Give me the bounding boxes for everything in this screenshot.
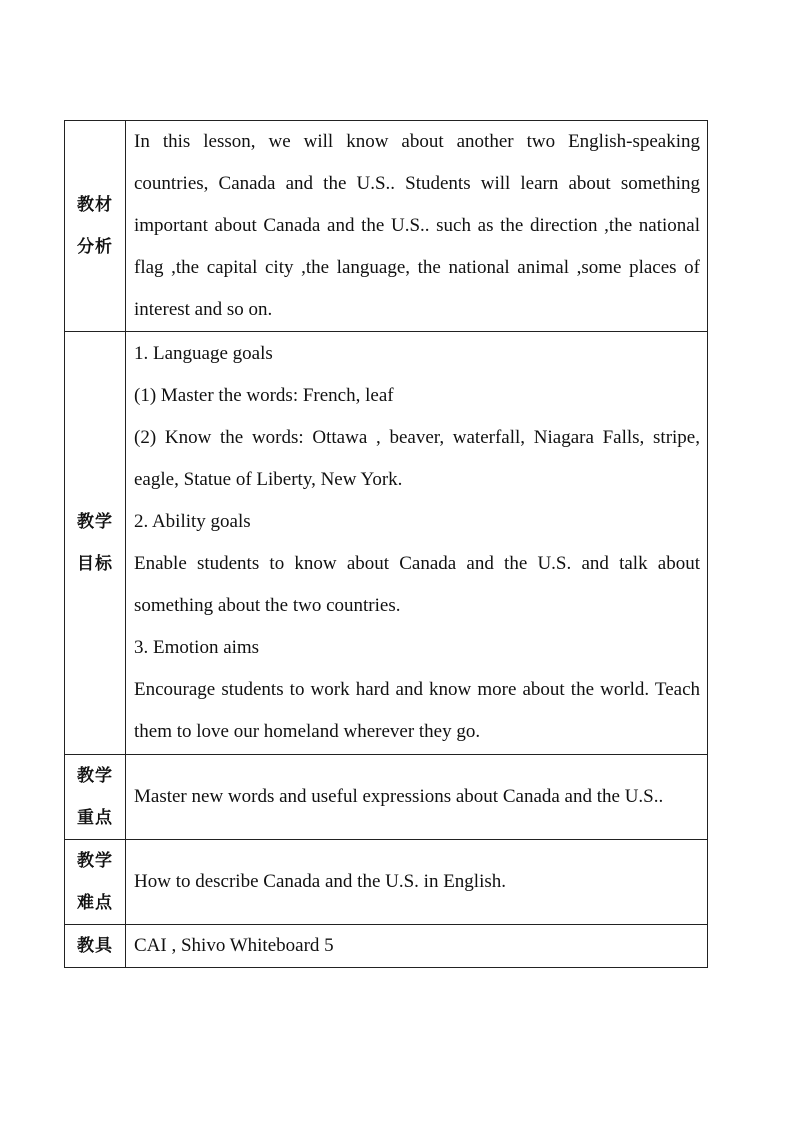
row-label-line: 教材: [77, 195, 113, 215]
goal-item: Encourage students to work hard and know more about the world. Teach them to love our homeland wherever they go.: [134, 679, 700, 742]
table-row-difficult-points: [65, 840, 708, 925]
table-row-material-analysis: [65, 121, 708, 332]
goal-item: (2) Know the words: Ottawa , beaver, waterfall, Niagara Falls, stripe, eagle, Statue of Liberty, New York.: [134, 427, 700, 490]
row-label-line: 重点: [77, 808, 113, 828]
goal-item: Enable students to know about Canada and the U.S. and talk about something about the two countries.: [134, 553, 700, 616]
goal-heading: 2. Ability goals: [134, 511, 251, 532]
row-label-key-points: [65, 755, 126, 840]
row-content-teaching-goals: [126, 332, 708, 755]
row-content-difficult-points: [126, 840, 708, 925]
row-label-line: 分析: [77, 237, 113, 257]
row-label-teaching-aids: [65, 925, 126, 968]
row-label-difficult-points: [65, 840, 126, 925]
row-label-line: 教学: [77, 766, 113, 786]
row-content-teaching-aids: [126, 925, 708, 968]
table-row-teaching-aids: [65, 925, 708, 968]
goal-heading: 3. Emotion aims: [134, 637, 260, 658]
row-label-line: 目标: [77, 554, 113, 574]
paragraph: In this lesson, we will know about another two English-speaking countries, Canada and the U.S.. Students will learn about something important about Canada and the U.S.. such as the direction ,the national flag ,the capital city ,the language, the national animal ,some places of interest and so on.: [134, 131, 700, 320]
table-row-key-points: [65, 755, 708, 840]
lesson-plan-table: [64, 120, 708, 968]
row-content-material-analysis: [126, 121, 708, 332]
paragraph: Master new words and useful expressions about Canada and the U.S..: [134, 786, 664, 807]
goal-heading: 1. Language goals: [134, 343, 273, 364]
goal-item: (1) Master the words: French, leaf: [134, 385, 394, 406]
table-row-teaching-goals: [65, 332, 708, 755]
paragraph: CAI , Shivo Whiteboard 5: [134, 935, 334, 956]
row-content-key-points: [126, 755, 708, 840]
row-label-line: 教学: [77, 851, 113, 871]
row-label-line: 难点: [77, 893, 113, 913]
row-label-line: 教学: [77, 512, 113, 532]
row-label-teaching-goals: [65, 332, 126, 755]
row-label-material-analysis: [65, 121, 126, 332]
paragraph: How to describe Canada and the U.S. in English.: [134, 871, 507, 892]
row-label-line: 教具: [77, 936, 113, 956]
